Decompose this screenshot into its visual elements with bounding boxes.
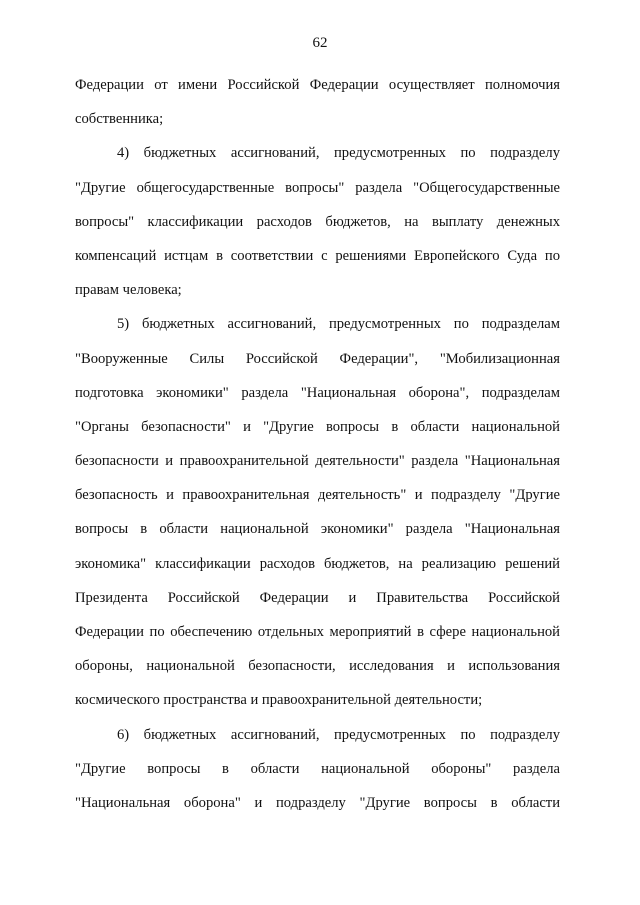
text-line: Президента Российской Федерации и Правительства Российской: [75, 589, 560, 606]
text-line: экономика" классификации расходов бюджетов, на реализацию решений: [75, 555, 560, 572]
paragraph-continuation: [75, 68, 560, 136]
text-line: 5) бюджетных ассигнований, предусмотренных по подразделам: [117, 316, 560, 333]
text-line: компенсаций истцам в соответствии с решениями Европейского Суда по: [75, 247, 560, 264]
text-line: "Другие общегосударственные вопросы" раздела "Общегосударственные: [75, 179, 560, 196]
text-line: Федерации от имени Российской Федерации осуществляет полномочия: [75, 77, 560, 93]
document-body: [75, 68, 560, 820]
text-line: безопасности и правоохранительной деятельности" раздела "Национальная: [75, 453, 560, 470]
text-line: 4) бюджетных ассигнований, предусмотренных по подразделу: [117, 145, 560, 162]
paragraph-item-5: [75, 307, 560, 717]
text-line: космического пространства и правоохранительной деятельности;: [75, 692, 483, 709]
text-line: Федерации по обеспечению отдельных мероприятий в сфере национальной: [75, 624, 560, 640]
paragraph-item-4: [75, 136, 560, 307]
text-line: собственника;: [75, 111, 164, 128]
text-line: обороны, национальной безопасности, исследования и использования: [75, 658, 560, 675]
paragraph-item-6: [75, 718, 560, 821]
page-number: 62: [312, 35, 328, 51]
text-line: "Вооруженные Силы Российской Федерации", "Мобилизационная: [75, 350, 560, 367]
text-line: "Национальная оборона" и подразделу "Другие вопросы в области: [75, 794, 560, 811]
text-line: 6) бюджетных ассигнований, предусмотренных по подразделу: [117, 726, 560, 743]
text-line: "Органы безопасности" и "Другие вопросы в области национальной: [75, 418, 560, 435]
text-line: вопросы" классификации расходов бюджетов, на выплату денежных: [75, 213, 560, 230]
text-line: правам человека;: [75, 282, 182, 299]
text-line: подготовка экономики" раздела "Национальная оборона", подразделам: [75, 384, 560, 401]
text-line: безопасность и правоохранительная деятельность" и подразделу "Другие: [75, 487, 560, 504]
text-line: "Другие вопросы в области национальной обороны" раздела: [75, 760, 560, 777]
text-line: вопросы в области национальной экономики" раздела "Национальная: [75, 521, 560, 538]
